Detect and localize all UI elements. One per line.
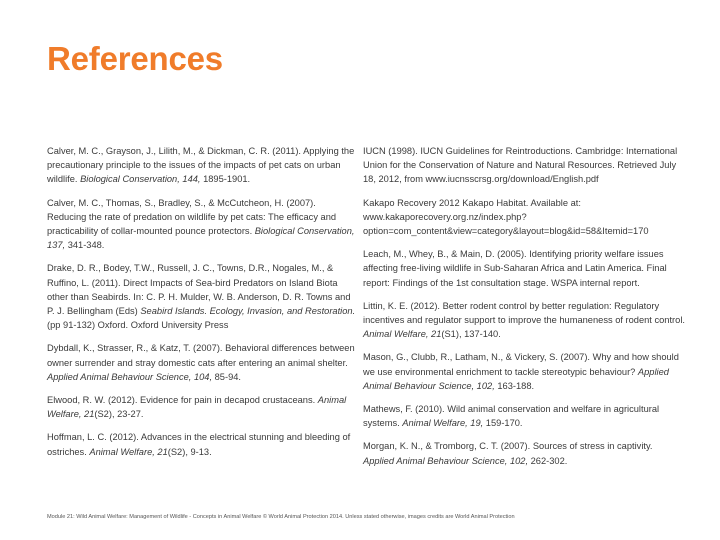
reference-item: Calver, M. C., Grayson, J., Lilith, M., & Dickman, C. R. (2011). Applying the precautionary principle to the issues of the impacts of pet cats on urban wildlife. Biological Conservation, 144, 1895-1901. — [47, 146, 355, 185]
reference-item: Leach, M., Whey, B., & Main, D. (2005). Identifying priority welfare issues affecting free-living wildlife in Sub-Saharan Africa and Latin America. Final report: Findings of the 1st consultation stage. WSPA internal report. — [363, 249, 667, 288]
reference-item: Kakapo Recovery 2012 Kakapo Habitat. Available at: www.kakaporecovery.org.nz/index.php?option=com_content&view=category&layout=blog&id=58&Itemid=170 — [363, 197, 649, 237]
reference-item: Drake, D. R., Bodey, T.W., Russell, J. C., Towns, D.R., Nogales, M., & Ruffino, L. (2011). Direct Impacts of Sea-bird Predators on Island Biota other than Seabirds. In: C. P. H. Mulder, W. B. Anderson, D. R. Towns and P. J. Bellingham (Eds) Seabird Islands. Ecology, Invasion, and Restoration. (pp 91-132) Oxford. Oxford University Press — [47, 263, 356, 331]
page-title: References — [47, 40, 223, 77]
page-footer: Module 21: Wild Animal Welfare: Management of Wildlife - Concepts in Animal Welfare © World Animal Protection 2014. Unless stated otherwise, images credits are World Animal Protection — [47, 514, 515, 520]
reference-item: Dybdall, K., Strasser, R., & Katz, T. (2007). Behavioral differences between owner surrender and stray domestic cats after entering an animal shelter. Applied Animal Behaviour Science, 104, 85-94. — [47, 343, 355, 382]
reference-item: Calver, M. C., Thomas, S., Bradley, S., & McCutcheon, H. (2007). Reducing the rate of predation on wildlife by pet cats: The efficacy and practicability of collar-mounted pounce protectors. Biological Conservation, 137, 341-348. — [47, 197, 355, 251]
reference-item: Morgan, K. N., & Tromborg, C. T. (2007). Sources of stress in captivity. Applied Animal Behaviour Science, 102, 262-302. — [363, 441, 653, 466]
references-left-column — [47, 144, 357, 468]
reference-item: Mathews, F. (2010). Wild animal conservation and welfare in agricultural systems. Animal Welfare, 19, 159-170. — [363, 404, 660, 429]
reference-item: Mason, G., Clubb, R., Latham, N., & Vickery, S. (2007). Why and how should we use environmental enrichment to tackle stereotypic behaviour? Applied Animal Behaviour Science, 102, 163-188. — [363, 352, 679, 391]
references-right-column — [363, 144, 685, 477]
reference-item: Littin, K. E. (2012). Better rodent control by better regulation: Regulatory incentives and regulator support to improve the humaneness of rodent control. Animal Welfare, 21(S1), 137-140. — [363, 300, 685, 340]
reference-item: IUCN (1998). IUCN Guidelines for Reintroductions. Cambridge: International Union for the Conservation of Nature and Natural Resources. Retrieved July 18, 2012, from www.iucnsscrsg.org/download/English.pdf — [363, 146, 678, 185]
reference-item: Elwood, R. W. (2012). Evidence for pain in decapod crustaceans. Animal Welfare, 21(S2), 23-27. — [47, 395, 347, 420]
reference-item: Hoffman, L. C. (2012). Advances in the electrical stunning and bleeding of ostriches. Animal Welfare, 21(S2), 9-13. — [47, 432, 351, 457]
